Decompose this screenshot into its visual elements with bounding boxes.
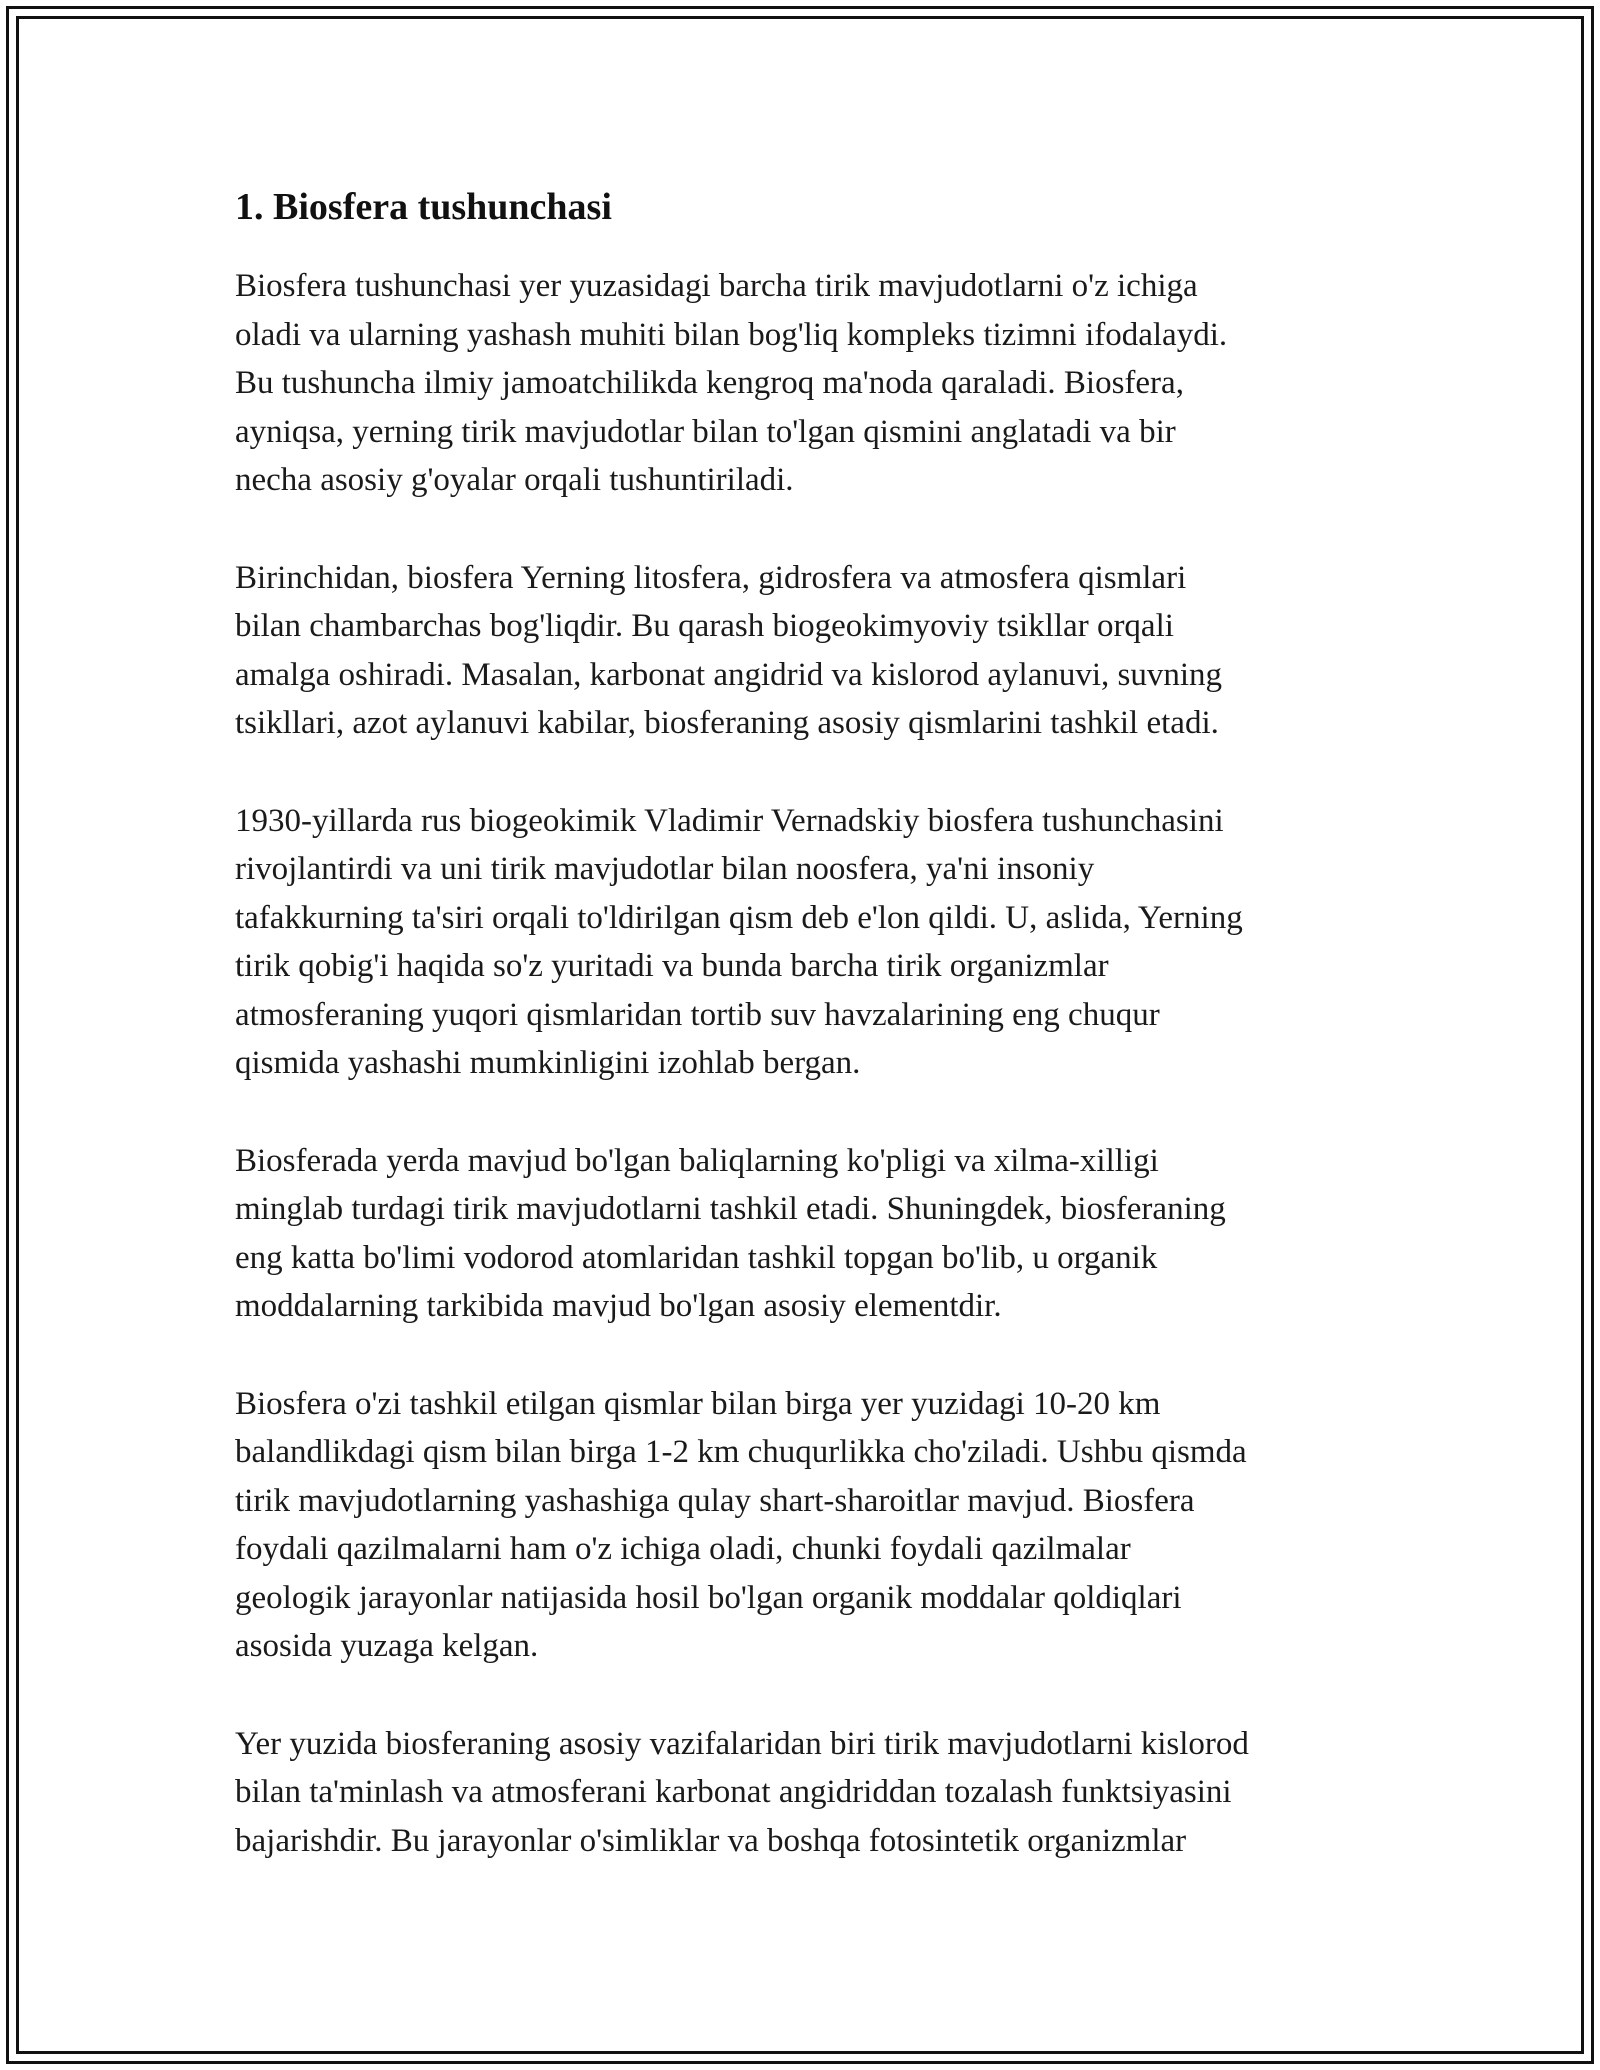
paragraph-line: bilan chambarchas bog'liqdir. Bu qarash biogeokimyoviy tsikllar orqali (235, 608, 1174, 644)
paragraph-line: tafakkurning ta'siri orqali to'ldirilgan qism deb e'lon qildi. U, aslida, Yerning (235, 899, 1243, 936)
paragraph-line: bilan ta'minlash va atmosferani karbonat angidriddan tozalash funktsiyasini (235, 1774, 1232, 1810)
paragraph-line: Biosferada yerda mavjud bo'lgan baliqlarning ko'pligi va xilma-xilligi (235, 1142, 1159, 1179)
paragraph-line: 1930-yillarda rus biogeokimik Vladimir Vernadskiy biosfera tushunchasini (235, 802, 1224, 839)
paragraph (235, 1720, 1385, 1866)
paragraph-list (235, 262, 1385, 1865)
paragraph-line: eng katta bo'limi vodorod atomlaridan tashkil topgan bo'lib, u organik (235, 1239, 1158, 1276)
paragraph-line: Bu tushuncha ilmiy jamoatchilikda kengroq ma'noda qaraladi. Biosfera, (235, 365, 1184, 401)
paragraph-line: Biosfera o'zi tashkil etilgan qismlar bilan birga yer yuzidagi 10-20 km (235, 1385, 1161, 1422)
paragraph (235, 554, 1385, 748)
paragraph (235, 797, 1385, 1088)
paragraph-line: minglab turdagi tirik mavjudotlarni tashkil etadi. Shuningdek, biosferaning (235, 1191, 1226, 1227)
paragraph-line: qismida yashashi mumkinligini izohlab bergan. (235, 1045, 861, 1081)
paragraph-line: balandlikdagi qism bilan birga 1-2 km chuqurlikka cho'ziladi. Ushbu qismda (235, 1434, 1247, 1470)
paragraph-line: Birinchidan, biosfera Yerning litosfera, gidrosfera va atmosfera qismlari (235, 559, 1187, 596)
paragraph (235, 1380, 1385, 1671)
paragraph-line: geologik jarayonlar natijasida hosil bo'lgan organik moddalar qoldiqlari (235, 1579, 1182, 1616)
paragraph-line: rivojlantirdi va uni tirik mavjudotlar bilan noosfera, ya'ni insoniy (235, 851, 1095, 887)
paragraph-line: necha asosiy g'oyalar orqali tushuntiriladi. (235, 462, 794, 498)
section-heading: 1. Biosfera tushunchasi (235, 186, 612, 228)
paragraph-line: amalga oshiradi. Masalan, karbonat angidrid va kislorod aylanuvi, suvning (235, 656, 1223, 693)
paragraph-line: ayniqsa, yerning tirik mavjudotlar bilan to'lgan qismini anglatadi va bir (235, 413, 1176, 450)
paragraph-line: bajarishdir. Bu jarayonlar o'simliklar va boshqa fotosintetik organizmlar (235, 1822, 1187, 1859)
paragraph-line: tsikllari, azot aylanuvi kabilar, biosferaning asosiy qismlarini tashkil etadi. (235, 705, 1219, 741)
paragraph-line: tirik mavjudotlarning yashashiga qulay shart-sharoitlar mavjud. Biosfera (235, 1482, 1195, 1519)
paragraph-line: asosida yuzaga kelgan. (235, 1628, 539, 1664)
document-body (235, 182, 1385, 1914)
paragraph-line: oladi va ularning yashash muhiti bilan bog'liq kompleks tizimni ifodalaydi. (235, 316, 1228, 353)
paragraph-line: atmosferaning yuqori qismlaridan tortib suv havzalarining eng chuqur (235, 996, 1160, 1033)
paragraph-line: Yer yuzida biosferaning asosiy vazifalaridan biri tirik mavjudotlarni kislorod (235, 1725, 1249, 1762)
paragraph-line: Biosfera tushunchasi yer yuzasidagi barcha tirik mavjudotlarni o'z ichiga (235, 268, 1198, 304)
paragraph (235, 1137, 1385, 1331)
paragraph-line: moddalarning tarkibida mavjud bo'lgan asosiy elementdir. (235, 1288, 1002, 1324)
paragraph (235, 262, 1385, 505)
paragraph-line: foydali qazilmalarni ham o'z ichiga oladi, chunki foydali qazilmalar (235, 1531, 1131, 1567)
paragraph-line: tirik qobig'i haqida so'z yuritadi va bunda barcha tirik organizmlar (235, 948, 1109, 984)
